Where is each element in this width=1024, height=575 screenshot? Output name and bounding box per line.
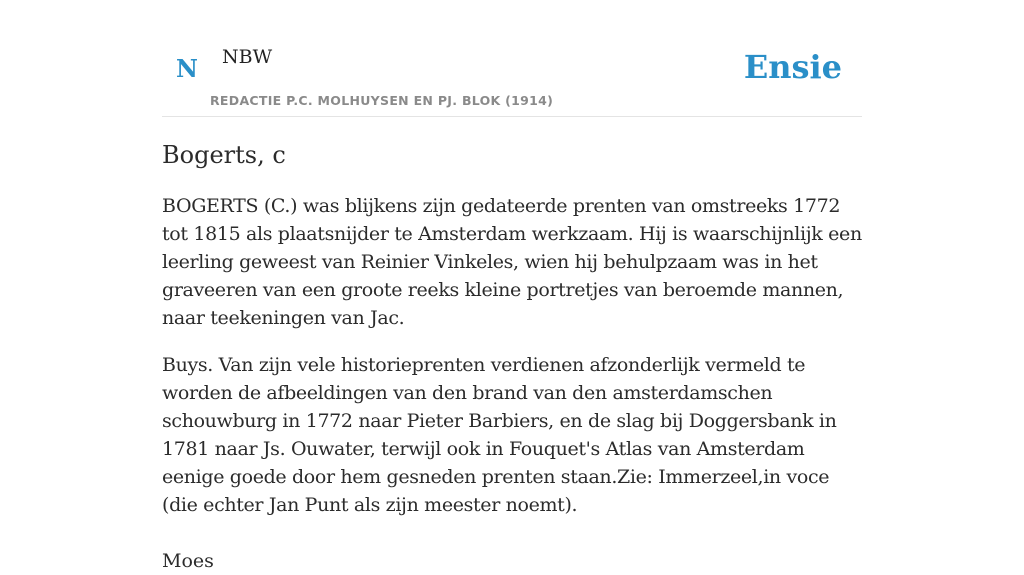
book-title[interactable]: NBW [222, 46, 273, 68]
header [162, 0, 862, 117]
entry-content [162, 138, 862, 575]
ensie-logo-link[interactable]: Ensie [743, 48, 842, 86]
entry-title: Bogerts, c [162, 141, 286, 169]
book-editors: REDACTIE P.C. MOLHUYSEN EN PJ. BLOK (1914) [210, 93, 554, 108]
entry-paragraph: Buys. Van zijn vele historieprenten verdienen afzonderlijk vermeld te worden de afbeeldingen van den brand van den amsterdamschen schouwburg in 1772 naar Pieter Barbiers, en de slag bij Doggersbank in 1781 naar Js. Ouwater, terwijl ook in Fouquet's Atlas van Amsterdam eenige goede door hem gesneden prenten staan.Zie: Immerzeel,in voce (die echter Jan Punt als zijn meester noemt). [162, 354, 837, 516]
book-logo-n[interactable]: N [176, 54, 198, 83]
entry-paragraph: BOGERTS (C.) was blijkens zijn gedateerde prenten van omstreeks 1772 tot 1815 als plaatsnijder te Amsterdam werkzaam. Hij is waarschijnlijk een leerling geweest van Reinier Vinkeles, wien hij behulpzaam was in het graveeren van een groote reeks kleine portretjes van beroemde mannen, naar teekeningen van Jac. [162, 195, 862, 329]
entry-author: Moes [162, 550, 214, 572]
